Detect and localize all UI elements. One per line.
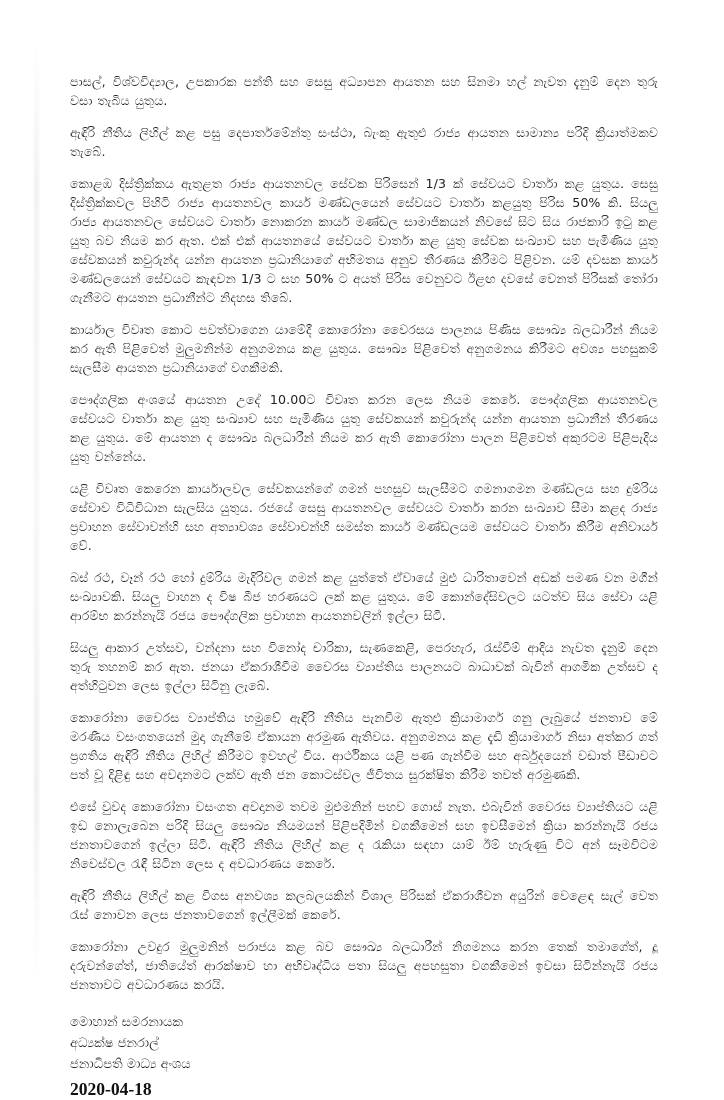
body-paragraph: කාර්යාල විවෘත කොට පවත්වාගෙන යාමේදී කොරෝනා වෛරසය පාලනය පිණිස සෞඛ්‍ය බලධාරීන් නියම කර ඇති පිළිවෙත් මුලුමනින්ම අනුගමනය කළ යුතුය. සෞඛ්‍ය පිළිවෙත් අනුගමනය කිරීමට අවශ්‍ය පහසුකම් සැලසීම ආයතන ප්‍රධානියාගේ වගකීමකි. <box>70 322 658 375</box>
body-paragraph: පාසල්, විශ්වවිද්‍යාල, උපකාරක පන්ති සහ සෙසු අධ්‍යාපන ආයතන සහ සිනමා හල් නැවත දැනුම් දෙන තුරු වසා තැබිය යුතුය. <box>70 74 658 108</box>
body-paragraph: කොරෝනා වෛරස ව්‍යාප්තිය හමුවේ ඇඳිරි නීතිය පැනවීම ඇතුළු ක්‍රියාමාර්ග ගනු ලැබුයේ ජනතාව මේ මරණීය වසංගතයෙන් මුදා ගැනීමේ ඒකායන අරමුණ ඇතිවය. අනුගමනය කළ දැඩි ක්‍රියාමාර්ග නිසා අත්කර ගත් ප්‍රගතිය ඇඳිරි නීතිය ලිහිල් කිරීමට ඉවහල් විය. ආර්ථිකය යළි පණ ගැන්වීම සහ අර්බුදයෙන් වඩාත් පීඩාවට පත් වූ දිළිඳු සහ අවදානමට ලක්ව ඇති ජන කොටස්වල ජීවිතය සුරක්ෂිත කිරීම තවත් අරමුණකි. <box>70 710 658 782</box>
signatory-department: ජනාධිපති මාධ්‍ය අංශය <box>70 1057 191 1072</box>
body-paragraph: එසේ වුවද කොරෝනා වසංගත අවදානම තවම මුළුමනින් පහව ගොස් නැත. එබැවින් වෛරස ව්‍යාප්තියට යළි ඉඩ නොලැබෙන පරිදි සියලු සෞඛ්‍ය නියමයන් පිළිපදිමින් වගකීමෙන් සහ ඉවසීමෙන් ක්‍රියා කරන්නැයි රජය ජනතාවගෙන් ඉල්ලා සිටී. ඇඳිරි නීතිය ලිහිල් කළ ද රැකියා සඳහා යාම් ඊම් හැරුණු විට අන් සෑමවිටම නිවෙස්වල රැඳී සිටින ලෙස ද අවධාරණය කෙරේ. <box>70 799 658 871</box>
body-paragraph: සියලු ආකාර උත්සව, වන්දනා සහ විනෝද චාරිකා, සැණකෙළි, පෙරහැර, රැස්වීම් ආදිය නැවත දැනුම් දෙන තුරු තහනම් කර ඇත. ජනයා ඒකරාශීවීම වෛරස ව්‍යාප්තිය පාලනයට බාධාවක් බැවින් ආගමික උත්සව ද අත්හිටුවන ලෙස ඉල්ලා සිටිනු ලැබේ. <box>70 640 658 693</box>
body-paragraph: බස් රථ, වෑන් රථ හෝ දුම්රිය මැදිරිවල ගමන් කළ යුත්තේ ඒවායේ මුළු ධාරිතාවෙන් අඩක් පමණ වන මගීන් සංඛ්‍යාවකි. සියලු වාහන ද විෂ බීජ හරණයට ලක් කළ යුතුය. මේ කොන්දේසිවලට යටත්ව සිය සේවා යළි ආරම්භ කරන්නැයි රජය පෞද්ගලික ප්‍රවාහන ආයතනවලින් ඉල්ලා සිටී. <box>70 570 658 623</box>
signatory-title: අධ්‍යක්ෂ ජනරාල් <box>70 1036 159 1051</box>
body-paragraph: ඇඳිරි නීතිය ලිහිල් කළ පසු දෙපාර්තමේන්තු සංස්ථා, බැංකු ඇතුළු රාජ්‍ය ආයතන සාමාන්‍ය පරිදි ක්‍රියාත්මකව තැබේ. <box>70 125 658 159</box>
signature-block <box>70 1012 658 1100</box>
document-body <box>70 72 658 1100</box>
body-paragraph: කොරෝනා උවදුර මුලුමනින් පරාජය කළ බව සෞඛ්‍ය බලධාරීන් නිගමනය කරන තෙක් තමාගේත්, දූ දරුවන්ගේත්, ජාතියේත් ආරක්ෂාව හා අභිවෘද්ධිය පතා සියලු අපහසුතා වගකීමෙන් ඉවසා සිටින්නැයි රජය ජනතාවට අවධාරණය කරයි. <box>70 939 658 992</box>
body-paragraph: යළි විවෘත කෙරෙන කාර්යාලවල සේවකයන්ගේ ගමන් පහසුව සැලසීමට ගමනාගමන මණ්ඩලය සහ දුම්රිය සේවාව විධිවිධාන සැලසිය යුතුය. රජයේ සෙසු ආයතනවල සේවයට වාර්තා කරන සංඛ්‍යාව සීමා කළද රාජ්‍ය ප්‍රවාහන සේවාවන්හි සහ අත්‍යාවශ්‍ය සේවාවන්හි සමස්ත කාර්ය මණ්ඩලයම සේවයට වාර්තා කිරීම අනිවාර්ය වේ. <box>70 481 658 553</box>
document-date: 2020-04-18 <box>70 1079 152 1099</box>
body-paragraph: ඇඳිරි නීතිය ලිහිල් කළ විගස අනවශ්‍ය කලබලයකින් විශාල පිරිසක් ඒකරාශීවන අයුරින් වෙළෙඳ සැල් වෙත රැස් නොවන ලෙස ජනතාවගෙන් ඉල්ලීමක් කෙරේ. <box>70 888 658 922</box>
body-paragraph: කොළඹ දිස්ත්‍රික්කය ඇතුළත රාජ්‍ය ආයතනවල සේවක පිරිසෙන් 1/3 ක් සේවයට වාර්තා කළ යුතුය. සෙසු දිස්ත්‍රික්කවල පිහිටි රාජ්‍ය ආයතනවල කාර්ය මණ්ඩලයෙන් සේවයට වාර්තා කළයුතු පිරිස 50% කි. සියලු රාජ්‍ය ආයතනවල සේවයට වාර්තා නොකරන කාර්ය මණ්ඩල සාමාජිකයන් නිවසේ සිට සිය රාජකාරි ඉටු කළ යුතු බව නියම කර ඇත. එක් එක් ආයතනයේ සේවයට වාර්තා කළ යුතු සේවක සංඛ්‍යාව සහ පැමිණිය යුතු සේවකයන් කවුරුන්ද යන්න ආයතන ප්‍රධානියාගේ අභිමතය අනුව තීරණය කිරීමට පිළිවන. යම් දවසක කාර්ය මණ්ඩලයෙන් සේවයට කැඳවන 1/3 ට සහ 50% ට අයත් පිරිස වෙනුවට ඊළඟ දවසේ වෙනත් පිරිසක් තෝරා ගැනීමට ආයතන ප්‍රධානීන්ට නිදහස තිබේ. <box>70 176 658 305</box>
signatory-name: මොහාන් සමරනායක <box>70 1015 183 1030</box>
body-paragraph: පෞද්ගලික අංශයේ ආයතන උදේ 10.00ට විවෘත කරන ලෙස නියම කෙරේ. පෞද්ගලික ආයතනවල සේවයට වාර්තා කළ යුතු සංඛ්‍යාව සහ පැමිණිය යුතු සේවකයන් කවුරුන්ද යන්න ආයතන ප්‍රධානීන් තීරණය කළ යුතුය. මේ ආයතන ද සෞඛ්‍ය බලධාරීන් නියම කර ඇති කොරෝනා පාලන පිළිවෙත් අකුරටම පිළිපැදිය යුතු වන්නේය. <box>70 392 658 464</box>
